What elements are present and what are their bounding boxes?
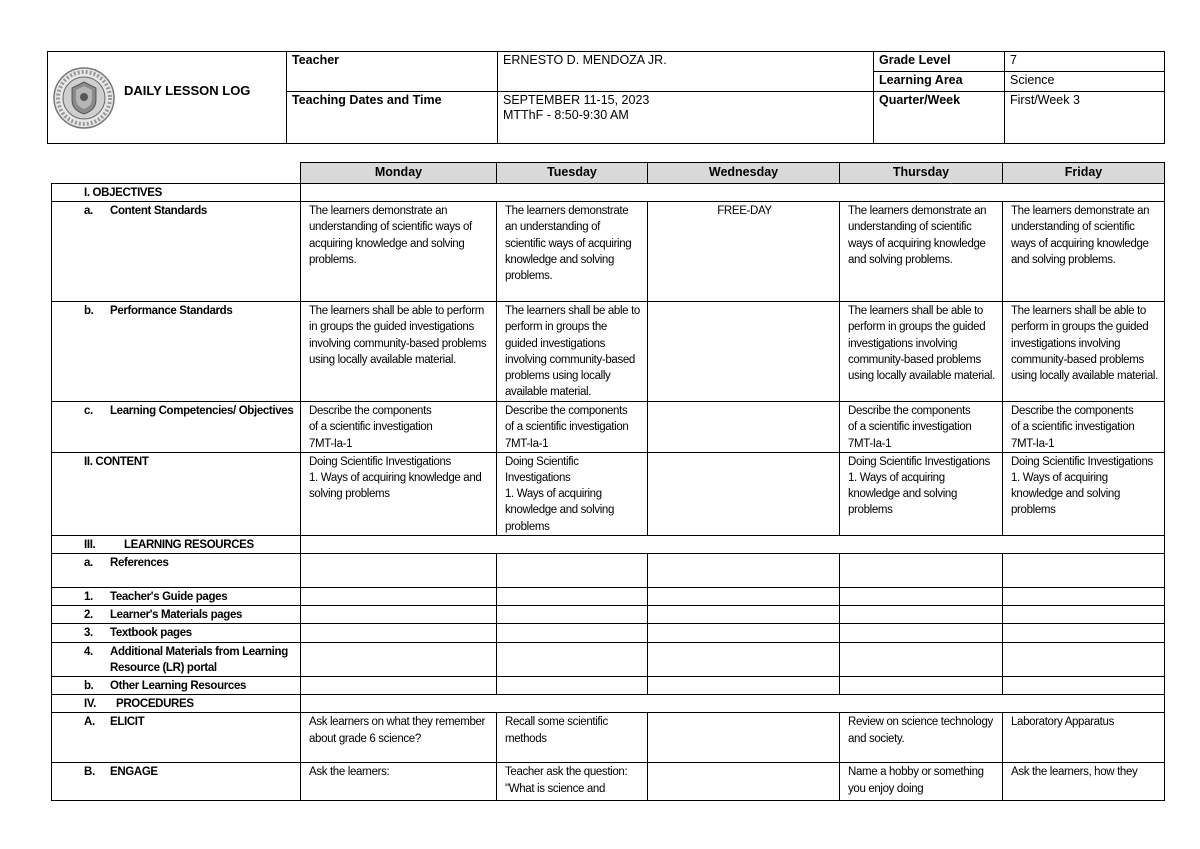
row-label-learners-materials [52,606,301,624]
content-item: 1. Ways of acquiring knowledge and solving problems [1011,472,1121,517]
row-label-performance-standards [52,302,301,402]
deped-seal-icon [52,66,116,130]
elicit-monday: Ask learners on what they remember about grade 6 science? [301,713,497,763]
competencies-monday [301,402,497,453]
content-standards-wednesday: FREE-DAY [648,202,840,302]
teaching-dates-line: SEPTEMBER 11-15, 2023 [503,93,650,107]
section-content: II. CONTENT [52,452,301,535]
competencies-friday [1003,402,1165,453]
performance-standards-wednesday [648,302,840,402]
row-label-text: References [110,557,169,570]
row-label-content-standards [52,202,301,302]
empty-cell [1003,677,1165,695]
row-num: b. [84,680,94,693]
teacher-label: Teacher [287,52,498,92]
content-standards-monday: The learners demonstrate an understanding of scientific ways of acquiring knowledge and solving problems. [301,202,497,302]
section-procedures-span [301,695,1165,713]
row-label-other-resources [52,677,301,695]
header-logo-cell [48,52,287,144]
row-label-elicit [52,713,301,763]
row-num: 1. [84,591,93,604]
performance-standards-monday: The learners shall be able to perform in groups the guided investigations involving community-based problems using locally available material. [301,302,497,402]
row-label-text: ENGAGE [110,766,158,779]
empty-cell [840,588,1003,606]
content-wednesday [648,452,840,535]
row-num: a. [84,205,93,218]
row-num: A. [84,716,95,729]
day-header-wednesday: Wednesday [648,163,840,184]
row-label-text: Content Standards [110,205,207,218]
row-num: B. [84,766,95,779]
empty-cell [301,624,497,642]
empty-cell [497,624,648,642]
empty-cell [1003,642,1165,676]
lesson-plan-table [51,162,1165,801]
empty-cell [301,677,497,695]
row-num: 2. [84,609,93,622]
content-standards-friday: The learners demonstrate an understanding of scientific ways of acquiring knowledge and solving problems. [1003,202,1165,302]
competencies-thursday [840,402,1003,453]
row-label-text: Additional Materials from Learning Resource (LR) portal [110,645,288,674]
competency-code: 7MT-Ia-1 [309,437,353,450]
empty-cell [497,588,648,606]
content-title: Doing Scientific Investigations [505,455,579,485]
competency-line: Describe the components [848,405,971,418]
competency-line: of a scientific investigation [848,421,972,434]
competency-code: 7MT-Ia-1 [1011,437,1055,450]
empty-cell [840,606,1003,624]
teaching-dates-label: Teaching Dates and Time [287,92,498,144]
elicit-wednesday [648,713,840,763]
content-item: 1. Ways of acquiring knowledge and solving problems [848,472,958,517]
references-thursday [840,554,1003,588]
content-friday [1003,452,1165,535]
day-header-monday: Monday [301,163,497,184]
performance-standards-friday: The learners shall be able to perform in groups the guided investigations involving community-based problems using locally available material. [1003,302,1165,402]
empty-cell [301,588,497,606]
empty-cell [301,642,497,676]
empty-cell [648,606,840,624]
row-label-text: Other Learning Resources [110,680,247,693]
row-label-text: ELICIT [110,716,145,729]
references-monday [301,554,497,588]
teaching-time-line: MTThF - 8:50-9:30 AM [503,108,629,122]
references-tuesday [497,554,648,588]
corner-cell [52,163,301,184]
empty-cell [1003,606,1165,624]
competencies-tuesday [497,402,648,453]
quarter-week-value: First/Week 3 [1005,92,1165,144]
competency-line: Describe the components [309,405,432,418]
row-label-text: Learning Competencies/ Objectives [110,405,294,418]
section-procedures [52,695,301,713]
empty-cell [648,588,840,606]
row-label-references [52,554,301,588]
references-wednesday [648,554,840,588]
empty-cell [497,642,648,676]
row-num: c. [84,405,93,418]
engage-tuesday: Teacher ask the question: "What is science and [497,763,648,801]
section-resources-span [301,535,1165,553]
content-standards-thursday: The learners demonstrate an understanding of scientific ways of acquiring knowledge and solving problems. [840,202,1003,302]
row-label-text: Textbook pages [110,627,192,640]
content-item: 1. Ways of acquiring knowledge and solving problems [309,472,482,501]
empty-cell [648,677,840,695]
empty-cell [497,606,648,624]
empty-cell [497,677,648,695]
engage-thursday: Name a hobby or something you enjoy doing [840,763,1003,801]
content-tuesday [497,452,648,535]
empty-cell [840,624,1003,642]
empty-cell [648,642,840,676]
references-friday [1003,554,1165,588]
day-header-tuesday: Tuesday [497,163,648,184]
empty-cell [840,677,1003,695]
row-num: b. [84,305,94,318]
empty-cell [648,624,840,642]
section-resources [52,535,301,553]
row-label-teachers-guide [52,588,301,606]
engage-friday: Ask the learners, how they [1003,763,1165,801]
content-thursday [840,452,1003,535]
competency-line: Describe the components [505,405,628,418]
content-title: Doing Scientific Investigations [848,455,990,468]
grade-level-label: Grade Level [874,52,1005,72]
performance-standards-tuesday: The learners shall be able to perform in groups the guided investigations involving community-based problems using locally available material. [497,302,648,402]
section-num: IV. [84,698,96,711]
row-label-text: Learner's Materials pages [110,609,243,622]
elicit-tuesday: Recall some scientific methods [497,713,648,763]
content-monday [301,452,497,535]
section-objectives-span [301,184,1165,202]
grade-level-value: 7 [1005,52,1165,72]
daily-lesson-log-title: DAILY LESSON LOG [124,83,251,98]
competency-code: 7MT-Ia-1 [848,437,892,450]
learning-area-value: Science [1005,72,1165,92]
content-title: Doing Scientific Investigations [1011,455,1153,468]
competency-line: Describe the components [1011,405,1134,418]
teacher-value: ERNESTO D. MENDOZA JR. [498,52,874,92]
day-header-thursday: Thursday [840,163,1003,184]
row-label-textbook-pages [52,624,301,642]
empty-cell [301,606,497,624]
section-label: LEARNING RESOURCES [124,538,254,551]
row-label-competencies [52,402,301,453]
competency-line: of a scientific investigation [505,421,629,434]
section-label: PROCEDURES [116,698,194,711]
row-label-text: Teacher's Guide pages [110,591,228,604]
content-title: Doing Scientific Investigations [309,455,451,468]
teaching-dates-value [498,92,874,144]
competencies-wednesday [648,402,840,453]
empty-cell [1003,624,1165,642]
engage-monday: Ask the learners: [301,763,497,801]
section-objectives: I. OBJECTIVES [52,184,301,202]
day-header-friday: Friday [1003,163,1165,184]
competency-line: of a scientific investigation [1011,421,1135,434]
competency-code: 7MT-Ia-1 [505,437,549,450]
engage-wednesday [648,763,840,801]
row-label-engage [52,763,301,801]
lesson-log-header [47,51,1165,144]
competency-line: of a scientific investigation [309,421,433,434]
learning-area-label: Learning Area [874,72,1005,92]
row-label-additional-materials [52,642,301,676]
quarter-week-label: Quarter/Week [874,92,1005,144]
row-num: 3. [84,627,93,640]
elicit-friday: Laboratory Apparatus [1003,713,1165,763]
row-num: 4. [84,645,93,658]
row-num: a. [84,557,93,570]
elicit-thursday: Review on science technology and society. [840,713,1003,763]
content-standards-tuesday: The learners demonstrate an understanding of scientific ways of acquiring knowledge and solving problems. [497,202,648,302]
content-item: 1. Ways of acquiring knowledge and solving problems [505,488,615,533]
section-num: III. [84,538,96,551]
empty-cell [1003,588,1165,606]
row-label-text: Performance Standards [110,305,233,318]
empty-cell [840,642,1003,676]
performance-standards-thursday: The learners shall be able to perform in groups the guided investigations involving community-based problems using locally available material. [840,302,1003,402]
